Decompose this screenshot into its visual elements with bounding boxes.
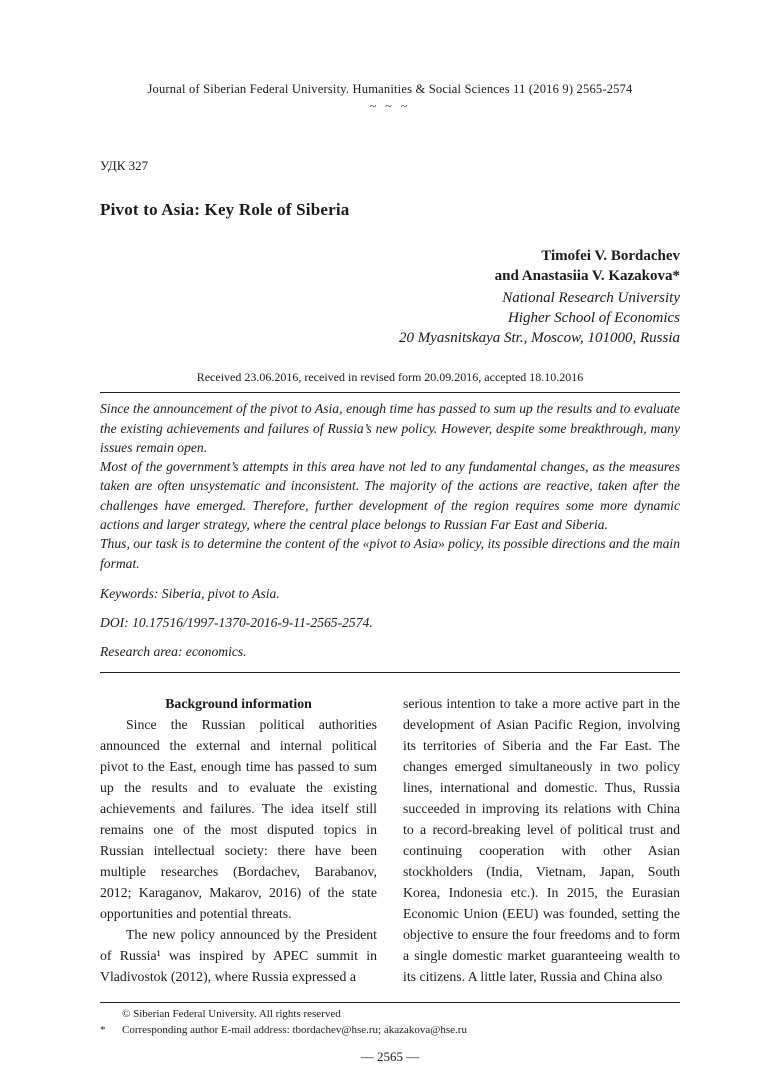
tilde-separator: ~ ~ ~ [369, 99, 411, 113]
affiliation-block [100, 288, 680, 349]
meta-block [100, 586, 680, 660]
received-dates: Received 23.06.2016, received in revised form 20.09.2016, accepted 18.10.2016 [196, 370, 584, 385]
copyright-notice: © Siberian Federal University. All rights reserved [122, 1007, 341, 1020]
corresponding-author-note [100, 1023, 680, 1039]
keywords: Keywords: Siberia, pivot to Asia. [100, 585, 280, 601]
journal-header: Journal of Siberian Federal University. Humanities & Social Sciences 11 (2016 9) 2565-2574 [147, 82, 633, 96]
section-heading: Background information [165, 695, 312, 711]
body-paragraph: serious intention to take a more active part in the development of Asian Pacific Region, involving its territories of Siberia and the Far East. The changes emerged simultaneously in two policy lines, international and domestic. Thus, Russia succeeded in improving its relations with China to a record-breaking level of political trust and continuing cooperation with other Asian stockholders (India, Vietnam, Japan, South Korea, Indonesia etc.). In 2015, the Eurasian Economic Union (EEU) was founded, setting the objective to ensure the four freedoms and to form a single domestic market guaranteeing wealth to its citizens. A little later, Russia and China also [403, 695, 680, 984]
footnote-asterisk: * [100, 1023, 106, 1036]
doi: DOI: 10.17516/1997-1370-2016-9-11-2565-2574. [100, 614, 373, 630]
footnote-divider [100, 1002, 680, 1003]
abstract [100, 399, 680, 573]
divider-bottom [100, 672, 680, 673]
affiliation-line-1: National Research University [502, 289, 680, 306]
left-column [100, 693, 377, 987]
affiliation-line-3: 20 Myasnitskaya Str., Moscow, 101000, Russia [399, 330, 680, 346]
article-title: Pivot to Asia: Key Role of Siberia [100, 200, 350, 219]
corresponding-author-text: Corresponding author E-mail address: tbordachev@hse.ru; akazakova@hse.ru [122, 1023, 467, 1036]
author-line-2: and Anastasiia V. Kazakova* [494, 268, 680, 285]
divider-top [100, 392, 680, 393]
right-column [403, 693, 680, 987]
page-number: — 2565 — [360, 1048, 420, 1064]
abstract-paragraph: Since the announcement of the pivot to Asia, enough time has passed to sum up the results and to evaluate the existing achievements and failures of Russia’s new policy. However, despite some breakthrough, many issues remain open. [100, 401, 680, 455]
body-columns [100, 693, 680, 987]
affiliation-line-2: Higher School of Economics [507, 309, 680, 326]
research-area: Research area: economics. [100, 643, 247, 659]
abstract-paragraph: Thus, our task is to determine the content of the «pivot to Asia» policy, its possible directions and the main format. [100, 536, 680, 571]
udk-code: УДК 327 [100, 158, 149, 173]
body-paragraph: Since the Russian political authorities announced the external and internal political pivot to the East, enough time has passed to sum up the results and to evaluate the existing achievements and failures. The idea itself still remains one of the most disputed topics in Russian intellectual society: there have been multiple researches (Bordachev, Barabanov, 2012; Karaganov, Makarov, 2016) of the state opportunities and potential threats. [100, 716, 377, 921]
body-paragraph: The new policy announced by the President of Russia¹ was inspired by APEC summit in Vladivostok (2012), where Russia expressed a [100, 926, 377, 984]
authors-block [100, 246, 680, 287]
author-line-1: Timofei V. Bordachev [541, 248, 680, 264]
abstract-paragraph: Most of the government’s attempts in this area have not led to any fundamental changes, as the measures taken are often unsystematic and inconsistent. The majority of the actions are reactive, taken after the challenges have emerged. Therefore, further development of the region requires some more dynamic actions and larger strategy, where the central place belongs to Russian Far East and Siberia. [100, 459, 680, 533]
